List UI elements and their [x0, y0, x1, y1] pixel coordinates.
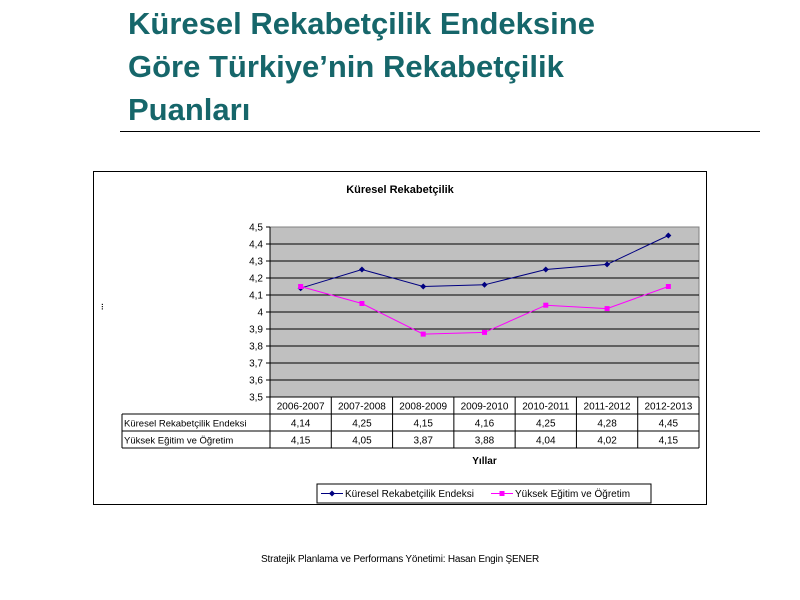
y-tick-label: 3,9 [249, 324, 263, 336]
y-tick-label: 4,2 [249, 273, 263, 285]
y-tick-label: 3,7 [249, 358, 263, 370]
x-category-label: 2011-2012 [583, 401, 631, 413]
table-series-name: Küresel Rekabetçilik Endeksi [124, 418, 247, 430]
legend-marker [500, 491, 505, 496]
y-tick-label: 3,5 [249, 392, 263, 404]
x-category-label: 2009-2010 [460, 401, 509, 413]
title-divider [120, 131, 760, 132]
data-table-value: 4,02 [597, 435, 617, 447]
x-category-label: 2007-2008 [338, 401, 386, 413]
data-table-value: 4,45 [658, 418, 679, 430]
title-line: Puanları [128, 92, 251, 127]
slide-title [128, 2, 768, 131]
data-point [666, 284, 671, 289]
y-tick-label: 3,8 [249, 341, 263, 353]
data-table-value: 4,15 [658, 435, 679, 447]
data-table-value: 4,25 [536, 418, 556, 430]
y-tick-label: 4,3 [249, 256, 263, 268]
y-tick-label: 4 [257, 307, 263, 319]
data-table-value: 4,25 [352, 418, 372, 430]
chart-frame [93, 171, 707, 505]
legend-label: Yüksek Eğitim ve Öğretim [515, 489, 631, 500]
line-chart [94, 172, 706, 504]
x-category-label: 2006-2007 [276, 401, 325, 413]
data-table-value: 4,05 [352, 435, 372, 447]
data-table-value: 4,28 [597, 418, 617, 430]
data-point [482, 330, 487, 335]
data-table-value: 4,04 [536, 435, 556, 447]
table-series-name: Yüksek Eğitim ve Öğretim [124, 435, 234, 447]
x-category-label: 2010-2011 [522, 401, 570, 413]
legend-label: Küresel Rekabetçilik Endeksi [345, 489, 474, 500]
y-axis-title: ... [96, 303, 105, 310]
data-table-value: 3,88 [474, 435, 495, 447]
y-tick-label: 3,6 [249, 375, 263, 387]
title-line: Küresel Rekabetçilik Endeksine [128, 6, 595, 41]
data-point [543, 303, 548, 308]
data-point [605, 306, 610, 311]
data-point [359, 301, 364, 306]
x-axis-title: Yıllar [472, 456, 497, 467]
y-tick-label: 4,1 [249, 290, 263, 302]
chart-title: Küresel Rekabetçilik [346, 184, 454, 196]
title-line: Göre Türkiye’nin Rekabetçilik [128, 49, 564, 84]
x-category-label: 2008-2009 [399, 401, 448, 413]
data-table-value: 4,15 [290, 435, 311, 447]
data-point [298, 284, 303, 289]
data-table-value: 3,87 [413, 435, 433, 447]
x-category-label: 2012-2013 [644, 401, 693, 413]
y-tick-label: 4,5 [249, 222, 263, 234]
data-table-value: 4,15 [413, 418, 433, 430]
slide-footer: Stratejik Planlama ve Performans Yönetimi: Hasan Engin ŞENER [261, 554, 539, 565]
data-table-value: 4,16 [474, 418, 495, 430]
y-tick-label: 4,4 [249, 239, 263, 251]
data-point [421, 332, 426, 337]
data-table-value: 4,14 [290, 418, 311, 430]
